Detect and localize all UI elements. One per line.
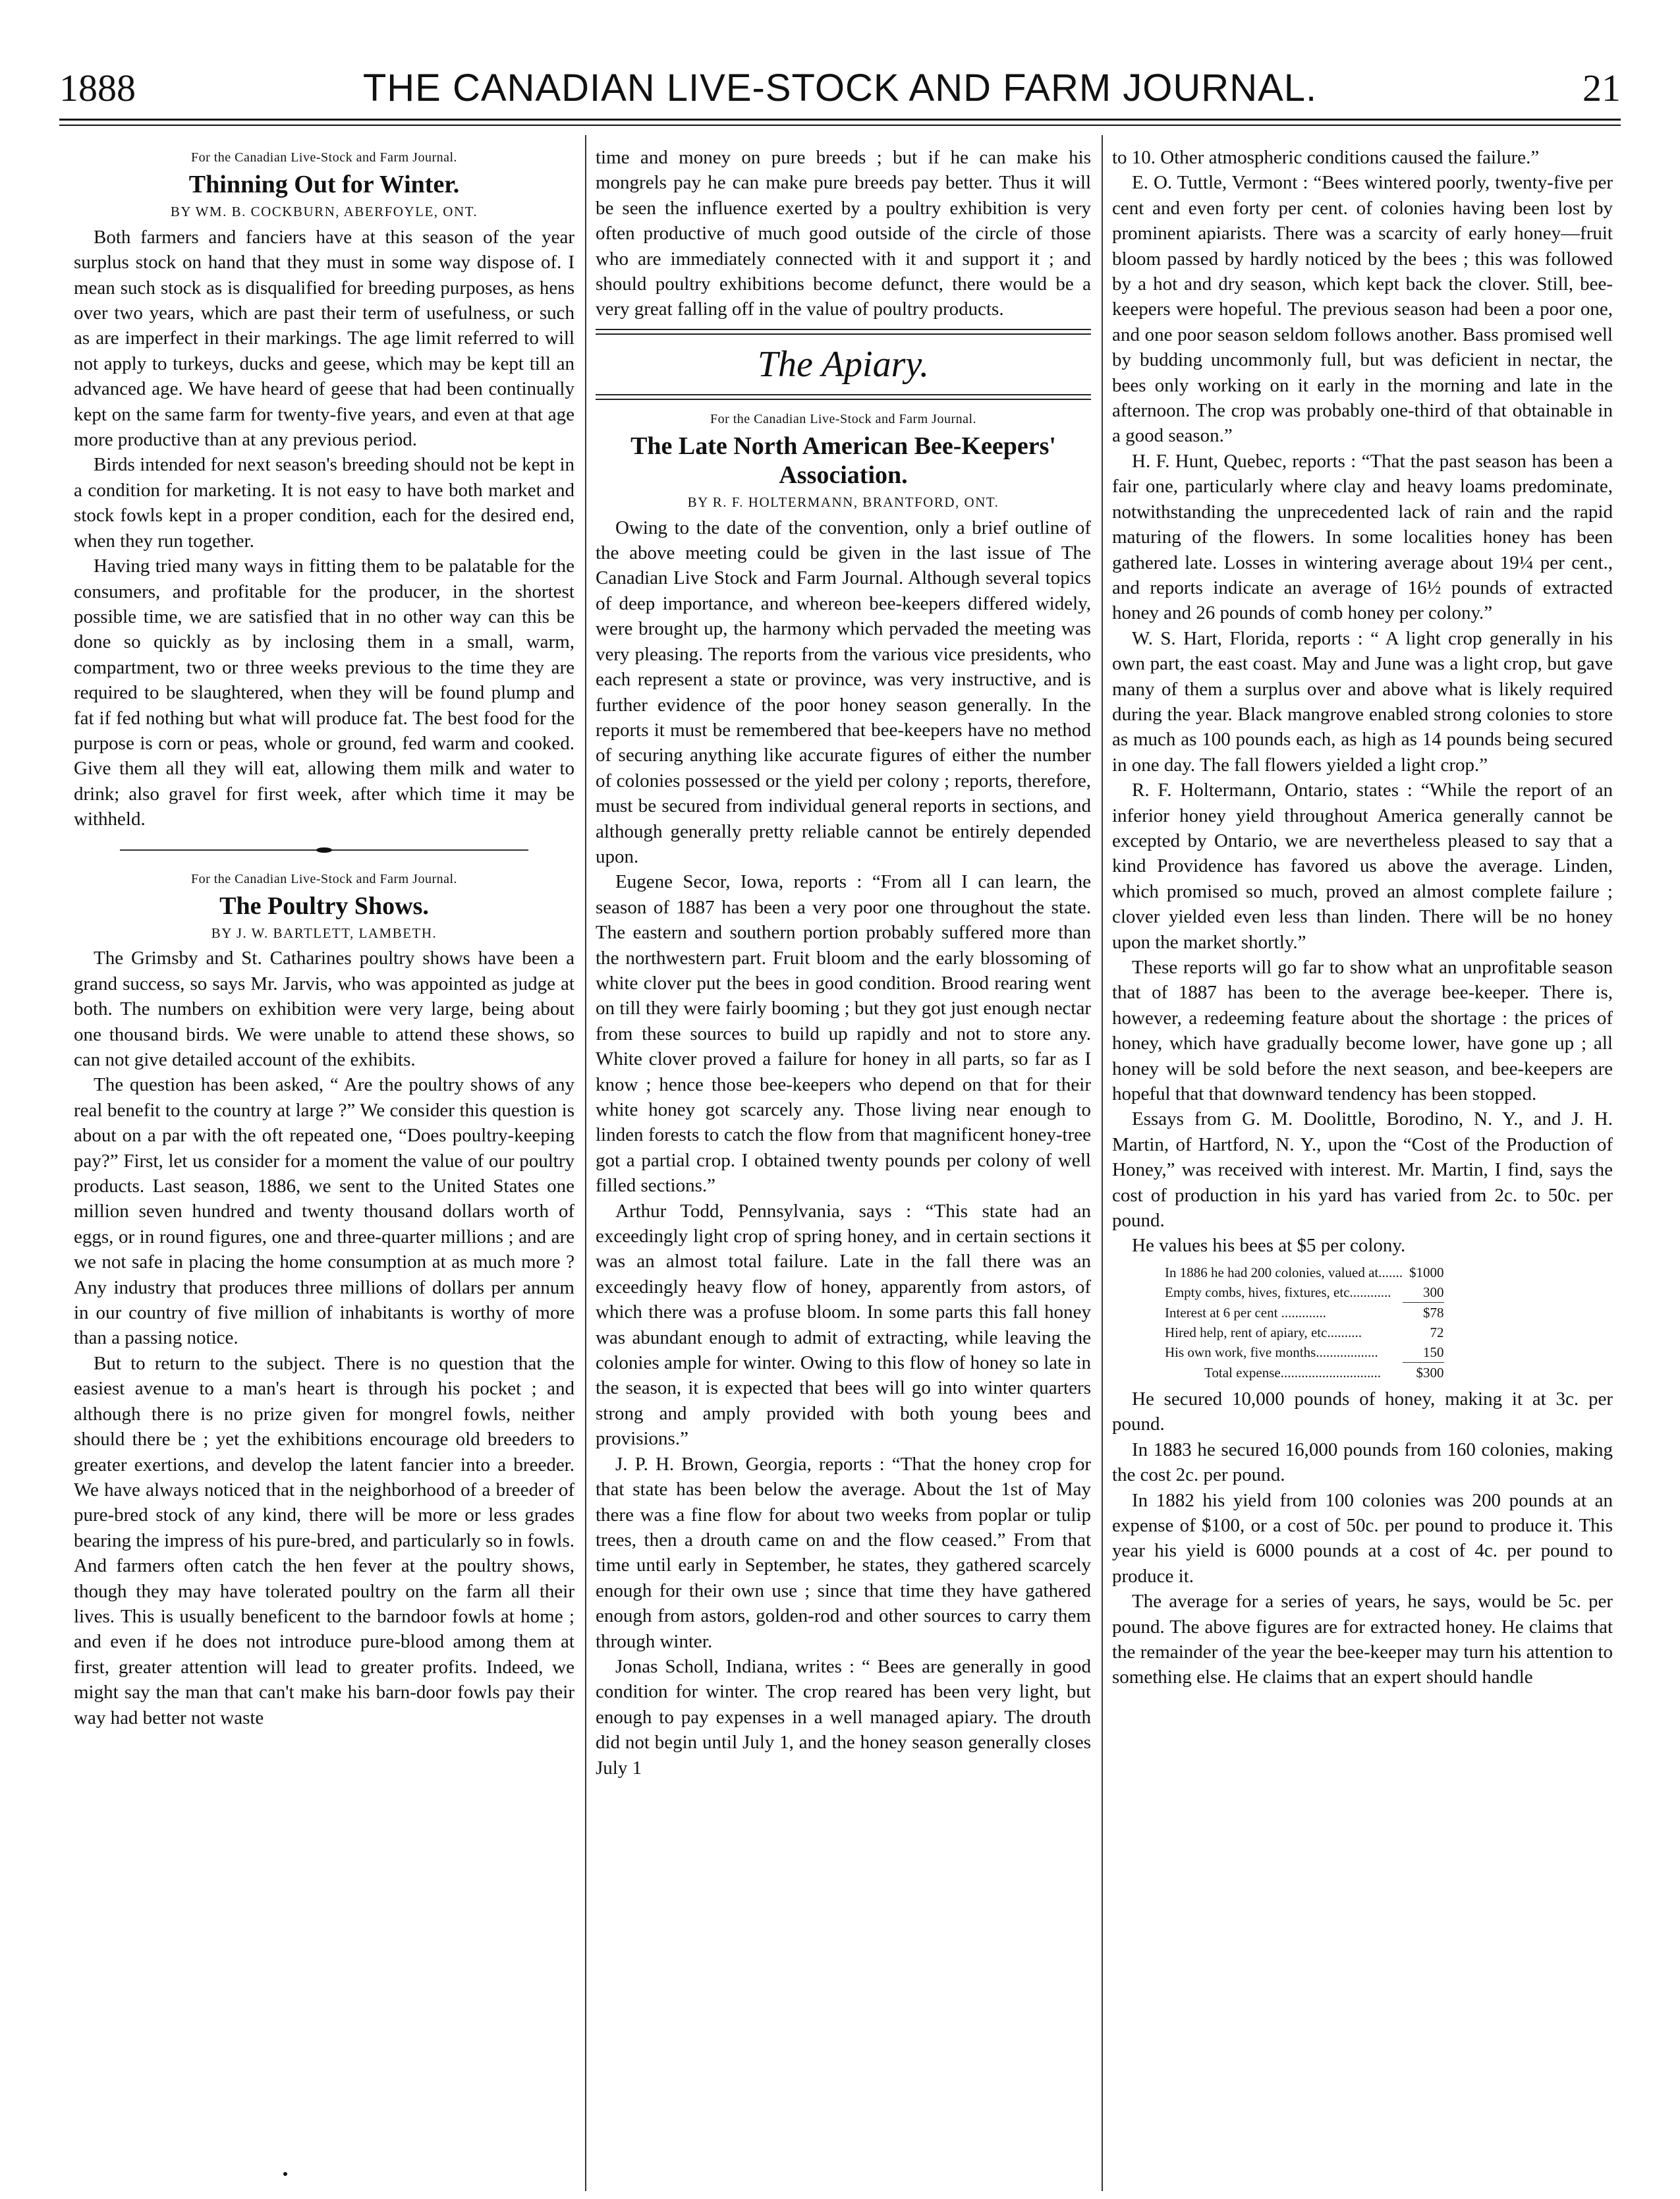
section-rule — [596, 394, 1091, 400]
cost-amount: $78 — [1423, 1304, 1444, 1321]
cost-label: Total expense............................. — [1204, 1364, 1381, 1381]
paragraph: H. F. Hunt, Quebec, reports : “That the past season has been a fair one, particularly where clay and heavy loams predominate, notwithstanding the unprecedented lack of rain and the rapid maturing of the flowers. In some localities honey has been gathered late. Losses in wintering average about 19¼ per cent., and reports indicate an average of 16½ pounds of extracted honey and 26 pounds of comb honey per colony.” — [1112, 450, 1613, 624]
paragraph: Both farmers and fanciers have at this season of the year surplus stock on hand that they must in some way dispose of. I mean such stock as is disqualified for breeding purposes, as hens over two years, which are past their term of usefulness, or such as are imperfect in their markings. The age limit referred to will not apply to turkeys, ducks and geese, which may be kept till an advanced age. We have heard of geese that had been continually kept on the same farm for twenty-five years, and even at that age more productive than at any previous period. — [74, 226, 574, 451]
paragraph: E. O. Tuttle, Vermont : “Bees wintered poorly, twenty-five per cent and even forty per cent. of colonies having been lost by prominent apiarists. There was a scarcity of early honey—fruit bloom passed by hardly noticed by the bees ; this was followed by a hot and dry season, which kept back the clover. Still, bee-keepers were hopeful. The previous season had been a poor one, and one poor season seldom follows another. Bass promised well by budding uncommonly full, but was deficient in nectar, the bees only working on it early in the morning and late in the afternoon. The crop was probably one-third of that obtainable in a good season.” — [1112, 172, 1613, 447]
article-byline: BY R. F. HOLTERMANN, BRANTFORD, ONT. — [687, 494, 999, 511]
cost-amount: 150 — [1403, 1342, 1444, 1363]
paragraph: The average for a series of years, he says, would be 5c. per pound. The above figures are for extracted honey. He claims that the remainder of the year the bee-keeper may turn his attention to something else. He claims that an expert should handle — [1112, 1591, 1613, 1688]
paragraph: He values his bees at $5 per colony. — [1132, 1235, 1406, 1257]
table-row — [1165, 1342, 1444, 1363]
paragraph: J. P. H. Brown, Georgia, reports : “That the honey crop for that state has been below the average. About the 1st of May there was a fine flow for about two weeks from poplar or tulip trees, then a drouth came on and the flow ceased.” From that time until early in September, he states, they gathered scarcely enough for their own use ; since that time they have gathered enough from astors, golden-rod and other sources to carry them through winter. — [596, 1453, 1091, 1652]
paragraph: Birds intended for next season's breeding should not be kept in a condition for marketing. It is not easy to have both market and stock fowls kept in a proper condition, each for the desired end, when they run together. — [74, 454, 574, 552]
article-byline: BY J. W. BARTLETT, LAMBETH. — [211, 925, 437, 941]
table-row — [1165, 1323, 1444, 1342]
cost-amount: 300 — [1403, 1282, 1444, 1303]
paragraph: In 1883 he secured 16,000 pounds from 160 colonies, making the cost 2c. per pound. — [1112, 1439, 1613, 1486]
section-heading: The Apiary. — [757, 343, 930, 385]
paragraph: Jonas Scholl, Indiana, writes : “ Bees are generally in good condition for winter. The crop reared has been very light, but enough to pay expenses in a well managed apiary. The drouth did not begin until July 1, and the honey season generally closes July 1 — [596, 1655, 1091, 1779]
ink-speck — [283, 2172, 287, 2176]
table-row — [1165, 1263, 1444, 1282]
paragraph: W. S. Hart, Florida, reports : “ A light crop generally in his own part, the east coast. May and June was a light crop, but gave many of them a surplus over and above what is likely required during the year. Black mangrove enabled strong colonies to store as much as 100 pounds each, as high as 14 pounds being secured in one day. The fall flowers yielded a light crop.” — [1112, 627, 1613, 776]
article-kicker: For the Canadian Live-Stock and Farm Journal. — [190, 871, 458, 886]
cost-label: In 1886 he had 200 colonies, valued at....... — [1165, 1264, 1403, 1280]
paragraph: Arthur Todd, Pennsylvania, says : “This state had an exceedingly light crop of spring honey, and in certain sections it was an almost total failure. Late in the fall there was an exceedingly heavy flow of honey, apparently from astors, of which there was a profuse bloom. In some parts this fall honey was abundant enough to admit of extracting, while leaving the colonies ample for winter. Owing to this flow of honey so late in the season, it is expected that bees will go into winter quarters strong and amply provided with both young bees and provisions.” — [596, 1200, 1091, 1450]
article-title: The Late North American Bee-Keepers' Association. — [630, 432, 1056, 490]
cost-amount: $300 — [1416, 1364, 1444, 1381]
cost-label: His own work, five months.................. — [1165, 1344, 1378, 1361]
paragraph: R. F. Holtermann, Ontario, states : “While the report of an inferior honey yield throughout America generally cannot be excepted by Ontario, we are nevertheless pleased to say that a kind Providence has favored us above the average. Linden, which promised so much, proved an almost complete failure ; clover yielded even less than linden. There will be no honey upon the market shortly.” — [1112, 780, 1613, 953]
paragraph: Eugene Secor, Iowa, reports : “From all I can learn, the season of 1887 has been a very poor one throughout the state. The eastern and southern portion probably suffered more than the northwestern part. Fruit bloom and the early blossoming of white clover put the bees in good condition. Brood rearing went on till they were fairly booming ; but they got just enough nectar from these sources to build up rapidly and not to store any. White clover proved a failure for honey in all parts, so far as I know ; hence those bee-keepers who depend on that for their white honey got scarcely any. Those living near enough to linden forests to catch the flow from that magnificent honey-tree got a partial crop. I obtained twenty pounds per colony of well filled sections.” — [596, 871, 1091, 1197]
table-row — [1165, 1302, 1444, 1323]
table-row — [1165, 1362, 1444, 1383]
cost-label: Empty combs, hives, fixtures, etc............ — [1165, 1284, 1391, 1301]
paragraph: to 10. Other atmospheric conditions caused the failure.” — [1112, 147, 1540, 168]
paragraph: These reports will go far to show what an unprofitable season that of 1887 has been to the average bee-keeper. There is, however, a redeeming feature about the shortage : the prices of honey, which have gradually become lower, have gone up ; all honey will be sold before the next season, and bee-keepers are hopeful that that downward tendency has been stopped. — [1112, 957, 1613, 1105]
paragraph: Having tried many ways in fitting them to be palatable for the consumers, and profitable for the producer, in the shortest possible time, we are satisfied that in no other way can this be done so quickly as by inclosing them in a small, warm, compartment, two or three weeks previous to the time they are required to be slaughtered, when they will be found plump and fat if fed nothing but what will produce fat. The best food for the purpose is corn or peas, whole or ground, fed warm and cooked. Give them all they will eat, allowing them milk and water to drink; also gravel for first week, after which time it may be withheld. — [74, 556, 574, 830]
article-kicker: For the Canadian Live-Stock and Farm Journal. — [190, 150, 458, 165]
page-number: 21 — [1582, 67, 1621, 109]
header-rule — [59, 119, 1621, 121]
cost-amount: $1000 — [1409, 1264, 1444, 1280]
article-title: The Poultry Shows. — [219, 892, 429, 920]
page-header — [59, 66, 1621, 112]
article-kicker: For the Canadian Live-Stock and Farm Journal. — [710, 411, 977, 426]
section-rule — [596, 329, 1091, 335]
paragraph: Owing to the date of the convention, only a brief outline of the above meeting could be given in the last issue of The Canadian Live Stock and Farm Journal. Although several topics of deep importance, and whereon bee-keepers differed widely, were brought up, the harmony which pervaded the meeting was very pleasing. The reports from the various vice presidents, who each represent a state or province, was very instructive, and is further evidence of the poor honey season generally. In the reports it must be remembered that bee-keepers have no method of securing anything like accurate figures of either the number of colonies possessed or the yield per colony ; reports, therefore, must be secured from individual general reports in sections, and although generally pretty reliable cannot be entirely depended upon. — [596, 517, 1091, 867]
cost-label: Hired help, rent of apiary, etc.......... — [1165, 1324, 1362, 1340]
journal-title: THE CANADIAN LIVE-STOCK AND FARM JOURNAL. — [362, 67, 1318, 109]
paragraph: But to return to the subject. There is no question that the easiest avenue to a man's heart is through his pocket ; and although there is no prize given for mongrel fowls, neither should there be ; yet the exhibitions encourage old breeders to greater exertions, and develop the latent fancier into a breeder. We have always noticed that in the neighborhood of a breeder of pure-bred stock of any kind, there will be more or less grades bearing the impress of his pure-bred, and particularly so in fowls. And farmers often catch the hen fever at the poultry shows, though they may have tolerated poultry on the farm all their lives. This is usually beneficent to the barndoor fowls at home ; and even if he does not introduce pure-blood among them at first, greater attention will lead to greater profits. Indeed, we might say the man that can't make his barn-door fowls pay their way had better not waste — [74, 1352, 574, 1728]
article-title: Thinning Out for Winter. — [188, 171, 460, 199]
column-3 — [1112, 145, 1613, 1690]
column-divider — [585, 135, 586, 2191]
paragraph: He secured 10,000 pounds of honey, making it at 3c. per pound. — [1112, 1388, 1613, 1435]
column-1 — [74, 145, 574, 1730]
table-row — [1165, 1282, 1444, 1303]
cost-table — [1165, 1263, 1444, 1383]
article-separator — [120, 849, 528, 851]
header-rule-thin — [59, 125, 1621, 126]
paragraph: In 1882 his yield from 100 colonies was 200 pounds at an expense of $100, or a cost of 50c. per pound to produce it. This year his yield is 6000 pounds at a cost of 4c. per pound to produce it. — [1112, 1489, 1613, 1587]
paragraph: time and money on pure breeds ; but if he can make his mongrels pay he can make pure breeds pay better. Thus it will be seen the influence exerted by a poultry exhibition is very often productive of much good outside of the circle of those who are immediately connected with it and support it ; and should poultry exhibitions become defunct, there would be a very great falling off in the value of poultry products. — [596, 147, 1091, 320]
cost-label: Interest at 6 per cent ............. — [1165, 1304, 1326, 1321]
paragraph: The question has been asked, “ Are the poultry shows of any real benefit to the country at large ?” We consider this question is about on a par with the oft repeated one, “Does poultry-keeping pay?” First, let us consider for a moment the value of our poultry products. Last season, 1886, we sent to the United States one million seven hundred and twenty thousand dollars worth of eggs, or in round figures, one and three-quarter millions ; and are we not safe in placing the home consumption at as much more ? Any industry that produces three millions of dollars per annum in our country of five million of inhabitants is worthy of more than a passing notice. — [74, 1074, 574, 1349]
paragraph: Essays from G. M. Doolittle, Borodino, N. Y., and J. H. Martin, of Hartford, N. Y., upon the “Cost of the Production of Honey,” was received with interest. Mr. Martin, I find, says the cost of production in his yard has varied from 2c. to 50c. per pound. — [1112, 1108, 1613, 1232]
column-2 — [596, 145, 1091, 1781]
cost-amount: 72 — [1430, 1324, 1444, 1340]
column-divider — [1102, 135, 1103, 2191]
article-byline: BY WM. B. COCKBURN, ABERFOYLE, ONT. — [170, 204, 478, 220]
paragraph: The Grimsby and St. Catharines poultry shows have been a grand success, so says Mr. Jarvis, who was appointed as judge at both. The numbers on exhibition were very large, being about one thousand birds. We were unable to attend these shows, so can not give detailed account of the exhibits. — [74, 948, 574, 1070]
header-year: 1888 — [59, 67, 136, 109]
